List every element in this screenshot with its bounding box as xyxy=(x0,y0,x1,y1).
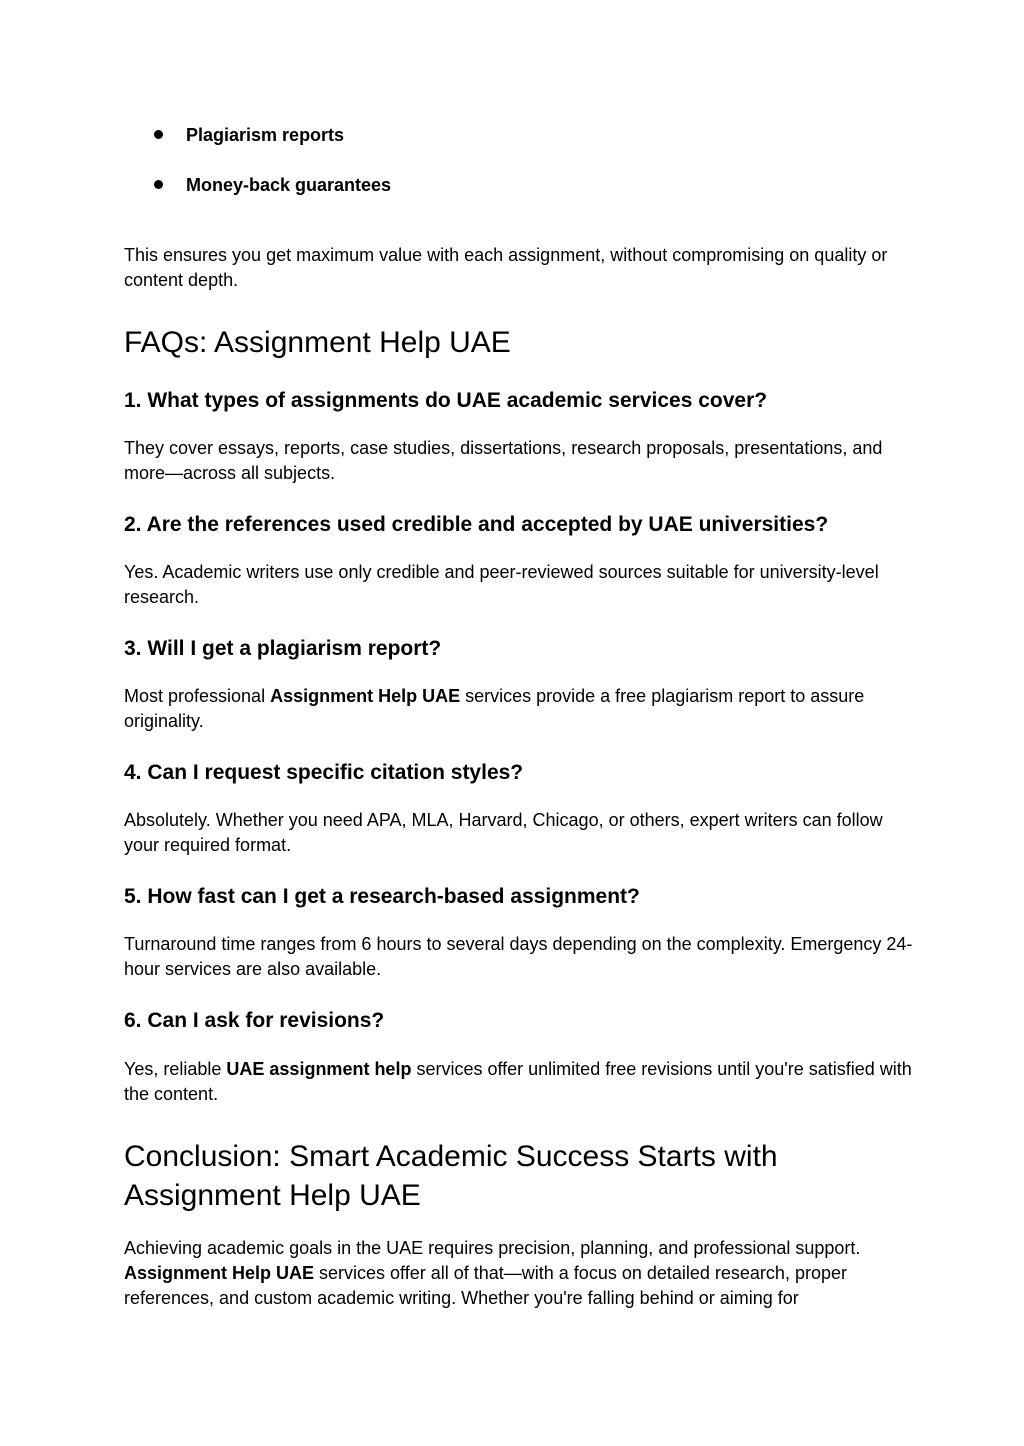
bullet-dot-icon xyxy=(154,130,163,139)
bullet-text: Plagiarism reports xyxy=(186,125,345,145)
faq-question: 3. Will I get a plagiarism report? xyxy=(124,637,442,660)
bullet-item xyxy=(154,123,391,147)
faq-answer: Yes. Academic writers use only credible and peer-reviewed sources suitable for university-level research. xyxy=(124,562,879,607)
faq-question: 1. What types of assignments do UAE academic services cover? xyxy=(124,389,768,412)
faq-answer: Most professional Assignment Help UAE services provide a free plagiarism report to assure originality. xyxy=(124,686,865,731)
faq-answer: Yes, reliable UAE assignment help services offer unlimited free revisions until you're satisfied with the content. xyxy=(124,1059,912,1104)
faq-heading: FAQs: Assignment Help UAE xyxy=(124,326,511,359)
bullet-item xyxy=(154,173,391,197)
faq-question: 4. Can I request specific citation styles? xyxy=(124,761,524,784)
conclusion-heading: Conclusion: Smart Academic Success Starts with Assignment Help UAE xyxy=(124,1140,778,1212)
faq-answer: They cover essays, reports, case studies, dissertations, research proposals, presentations, and more—across all subjects. xyxy=(124,438,883,483)
faq-question: 6. Can I ask for revisions? xyxy=(124,1009,385,1032)
feature-bullet-list xyxy=(154,123,391,223)
faq-answer: Absolutely. Whether you need APA, MLA, Harvard, Chicago, or others, expert writers can follow your required format. xyxy=(124,810,883,855)
faq-answer: Turnaround time ranges from 6 hours to several days depending on the complexity. Emergency 24-hour services are also available. xyxy=(124,934,913,979)
intro-paragraph: This ensures you get maximum value with each assignment, without compromising on quality or content depth. xyxy=(124,245,888,290)
conclusion-paragraph: Achieving academic goals in the UAE requires precision, planning, and professional support. Assignment Help UAE services offer all of that—with a focus on detailed research, proper references, and custom academic writing. Whether you're falling behind or aiming for xyxy=(124,1238,861,1308)
faq-question: 2. Are the references used credible and accepted by UAE universities? xyxy=(124,513,829,536)
bullet-text: Money-back guarantees xyxy=(186,175,392,195)
faq-question: 5. How fast can I get a research-based assignment? xyxy=(124,885,640,908)
bullet-dot-icon xyxy=(154,180,163,189)
